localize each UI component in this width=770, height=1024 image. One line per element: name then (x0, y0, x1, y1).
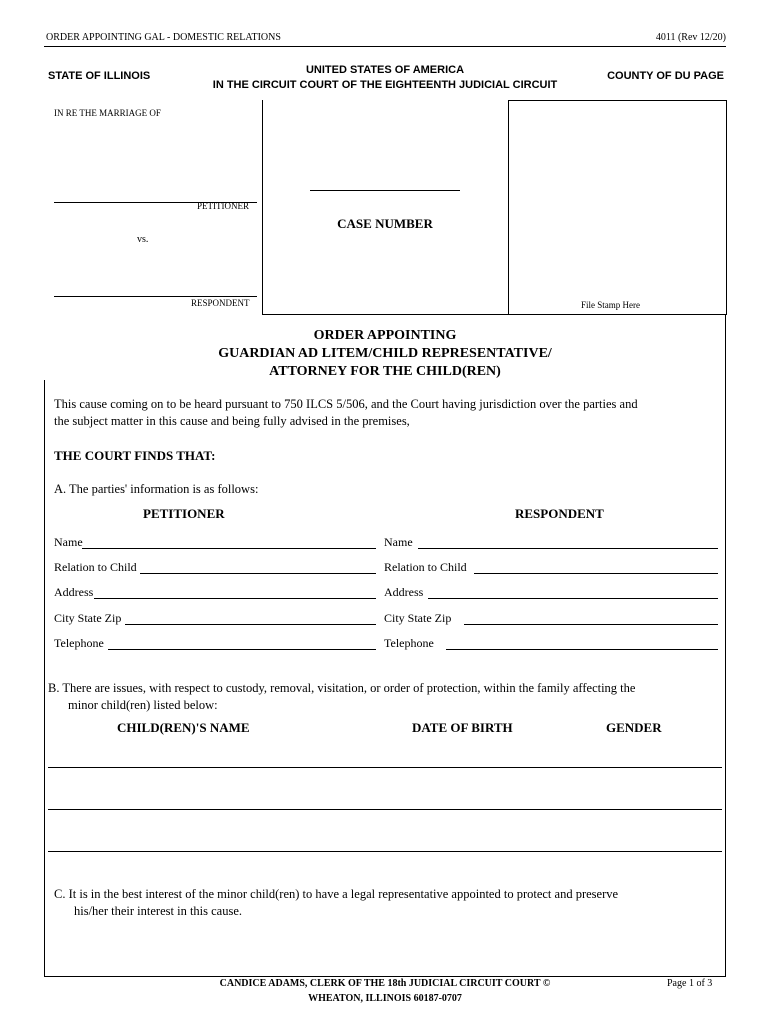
section-c-line1: C. It is in the best interest of the minor child(ren) to have a legal representative appointed to protect and preserve (54, 887, 619, 901)
file-stamp-box (508, 100, 727, 315)
dob-column: DATE OF BIRTH (412, 720, 513, 735)
form-number: 4011 (Rev 12/20) (655, 32, 726, 43)
pet-telephone-field[interactable] (108, 649, 376, 650)
petitioner-heading: PETITIONER (143, 506, 225, 521)
country-label: UNITED STATES OF AMERICA (305, 64, 465, 76)
resp-address-label: Address (384, 585, 424, 599)
pet-city-label: City State Zip (54, 611, 122, 625)
gender-column: GENDER (606, 720, 662, 735)
resp-address-field[interactable] (428, 598, 718, 599)
section-c-line2: his/her their interest in this cause. (74, 904, 243, 918)
pet-name-label: Name (54, 535, 83, 549)
child-name-column: CHILD(REN)'S NAME (117, 720, 250, 735)
petitioner-label: PETITIONER (197, 201, 249, 211)
page-number: Page 1 of 3 (667, 978, 713, 989)
respondent-line[interactable] (54, 296, 257, 297)
court-label: IN THE CIRCUIT COURT OF THE EIGHTEENTH JUDICIAL CIRCUIT (212, 79, 558, 91)
order-title-line1: ORDER APPOINTING (313, 328, 457, 343)
child-row-1[interactable] (48, 767, 722, 768)
resp-city-field[interactable] (464, 624, 718, 625)
section-b-line1: B. There are issues, with respect to custody, removal, visitation, or order of protection, within the family affecting the (48, 681, 636, 695)
right-frame (725, 314, 726, 976)
pet-relation-field[interactable] (140, 573, 376, 574)
bottom-frame (44, 976, 726, 977)
form-title: ORDER APPOINTING GAL - DOMESTIC RELATIONS (46, 32, 281, 43)
pet-address-field[interactable] (94, 598, 376, 599)
child-row-2[interactable] (48, 809, 722, 810)
in-re-label: IN RE THE MARRIAGE OF (54, 108, 161, 118)
pet-name-field[interactable] (82, 548, 376, 549)
file-stamp-label: File Stamp Here (581, 300, 640, 310)
vs-label: vs. (137, 234, 149, 245)
respondent-heading: RESPONDENT (515, 506, 604, 521)
caption-divider (262, 100, 263, 314)
resp-city-label: City State Zip (384, 611, 452, 625)
pet-city-field[interactable] (125, 624, 376, 625)
left-frame (44, 380, 45, 976)
intro-line2: the subject matter in this cause and being fully advised in the premises, (54, 414, 410, 428)
case-number-line[interactable] (310, 190, 460, 191)
pet-telephone-label: Telephone (54, 636, 104, 650)
order-title-line3: ATTORNEY FOR THE CHILD(REN) (269, 364, 501, 379)
intro-line1: This cause coming on to be heard pursuant to 750 ILCS 5/506, and the Court having jurisdiction over the parties and (54, 397, 638, 411)
section-b-line2: minor child(ren) listed below: (68, 698, 218, 712)
header-rule (44, 46, 726, 47)
county-label: COUNTY OF DU PAGE (607, 70, 724, 82)
resp-name-field[interactable] (418, 548, 718, 549)
pet-relation-label: Relation to Child (54, 560, 137, 574)
child-row-3[interactable] (48, 851, 722, 852)
footer-clerk: CANDICE ADAMS, CLERK OF THE 18th JUDICIAL CIRCUIT COURT © (219, 978, 551, 989)
resp-telephone-field[interactable] (446, 649, 718, 650)
footer-address: WHEATON, ILLINOIS 60187-0707 (308, 993, 462, 1004)
resp-relation-label: Relation to Child (384, 560, 467, 574)
respondent-label: RESPONDENT (191, 298, 250, 308)
order-title-line2: GUARDIAN AD LITEM/CHILD REPRESENTATIVE/ (218, 346, 552, 361)
case-number-label: CASE NUMBER (337, 216, 433, 231)
resp-telephone-label: Telephone (384, 636, 434, 650)
section-a: A. The parties' information is as follows: (54, 482, 259, 496)
pet-address-label: Address (54, 585, 94, 599)
resp-name-label: Name (384, 535, 413, 549)
state-label: STATE OF ILLINOIS (48, 70, 151, 82)
court-finds-heading: THE COURT FINDS THAT: (54, 448, 216, 463)
resp-relation-field[interactable] (474, 573, 718, 574)
